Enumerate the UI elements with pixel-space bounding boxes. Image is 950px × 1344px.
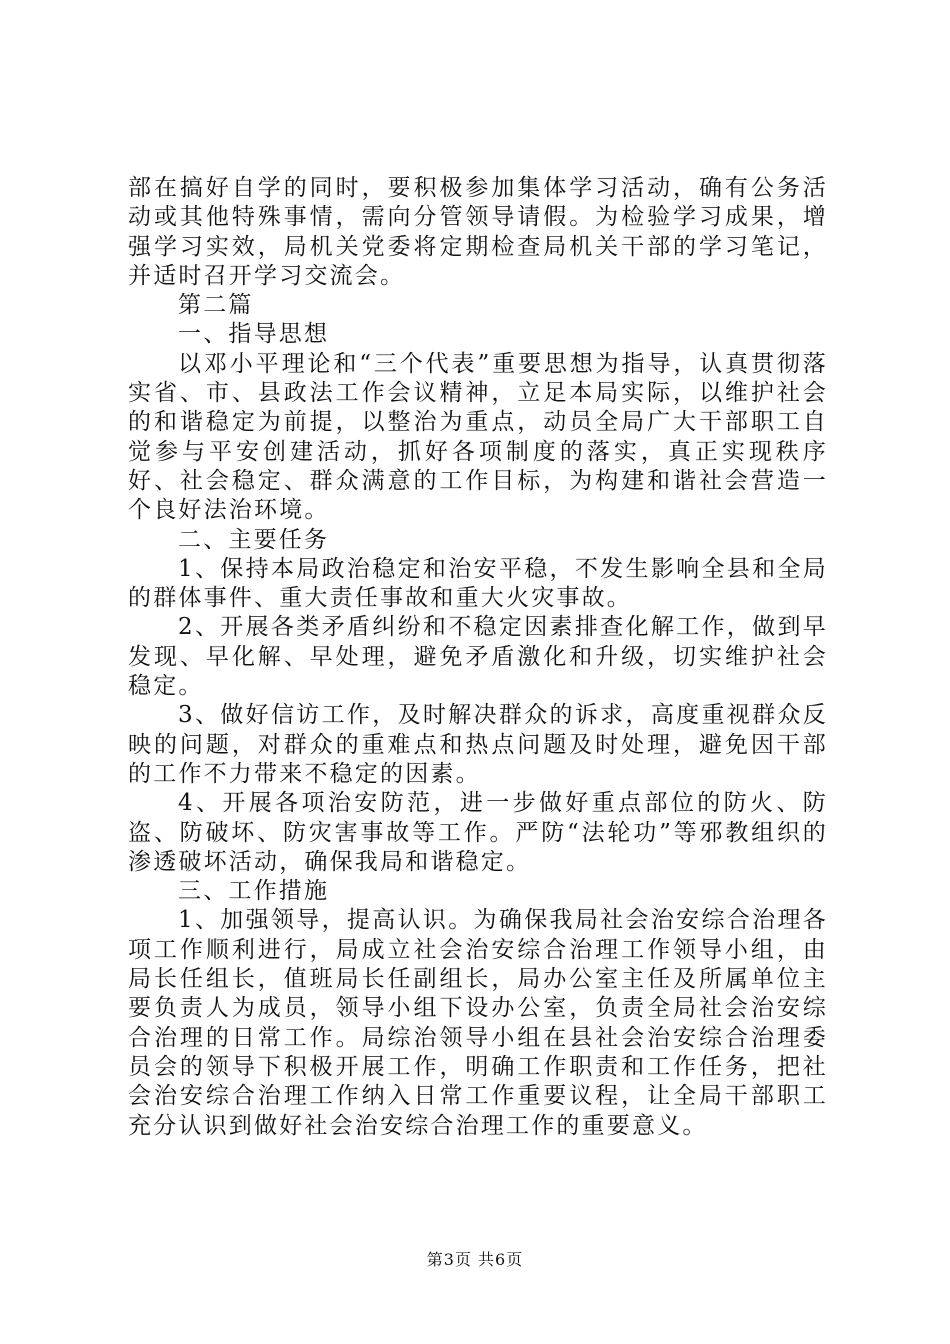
paragraph-task-2: 2、开展各类矛盾纠纷和不稳定因素排查化解工作，做到早发现、早化解、早处理，避免矛盾激化和升级，切实维护社会稳定。: [128, 614, 828, 700]
heading-guiding-thought: 一、指导思想: [178, 321, 330, 348]
heading-main-tasks: 二、主要任务: [178, 526, 330, 553]
paragraph-task-3: 3、做好信访工作，及时解决群众的诉求，高度重视群众反映的问题，对群众的重难点和热点问题及时处理，避免因干部的工作不力带来不稳定的因素。: [128, 702, 828, 787]
paragraph-measure-1: 1、加强领导，提高认识。为确保我局社会治安综合治理各项工作顺利进行，局成立社会治安综合治理工作领导小组，由局长任组长，值班局长任副组长，局办公室主任及所属单位主要负责人为成员，领导小组下设办公室，负责全局社会治安综合治理的日常工作。局综治领导小组在县社会治安综合治理委员会的领导下积极开展工作，明确工作职责和工作任务，把社会治安综合治理工作纳入日常工作重要议程，让全局干部职工充分认识到做好社会治安综合治理工作的重要意义。: [128, 907, 828, 1139]
section-heading-part-two: 第二篇: [178, 292, 254, 319]
paragraph-task-4: 4、开展各项治安防范，进一步做好重点部位的防火、防盗、防破坏、防灾害事故等工作。严防“法轮功”等邪教组织的渗透破坏活动，确保我局和谐稳定。: [128, 790, 828, 875]
paragraph-guiding-thought: 以邓小平理论和“三个代表”重要思想为指导，认真贯彻落实省、市、县政法工作会议精神，立足本局实际，以维护社会的和谐稳定为前提，以整治为重点，动员全局广大干部职工自觉参与平安创建活动，抓好各项制度的落实，真正实现秩序好、社会稳定、群众满意的工作目标，为构建和谐社会营造一个良好法治环境。: [128, 350, 828, 524]
document-body: [128, 174, 828, 1141]
paragraph-task-1: 1、保持本局政治稳定和治安平稳，不发生影响全县和全局的群体事件、重大责任事故和重大火灾事故。: [128, 555, 828, 612]
page-footer: 第3页 共6页: [426, 1250, 524, 1269]
paragraph-continuation: 部在搞好自学的同时，要积极参加集体学习活动，确有公务活动或其他特殊事情，需向分管领导请假。为检验学习成果，增强学习实效，局机关党委将定期检查局机关干部的学习笔记，并适时召开学习交流会。: [128, 175, 828, 289]
heading-work-measures: 三、工作措施: [178, 878, 330, 905]
